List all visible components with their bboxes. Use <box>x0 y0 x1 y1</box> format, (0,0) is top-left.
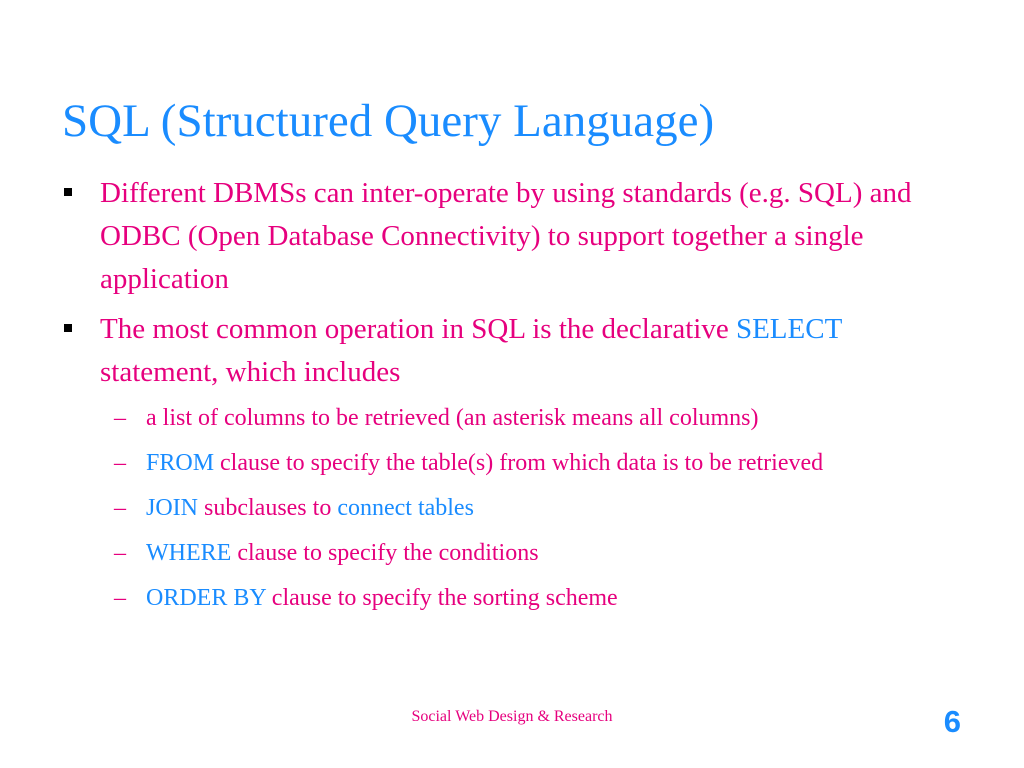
sql-keyword: ORDER BY <box>146 585 266 611</box>
sub-bullet-item <box>58 401 958 435</box>
dash-bullet-icon: – <box>114 540 126 566</box>
slide-title: SQL (Structured Query Language) <box>62 95 715 147</box>
highlighted-phrase: connect tables <box>337 495 474 521</box>
sql-keyword: WHERE <box>146 540 232 566</box>
sub-bullet-text: clause to specify the conditions <box>231 540 539 566</box>
sql-keyword: FROM <box>146 450 215 476</box>
bullet-item <box>58 172 958 301</box>
sub-bullet-text: clause to specify the table(s) from which data is to be retrieved <box>214 450 824 476</box>
slide-footer: Social Web Design & Research <box>411 708 613 725</box>
square-bullet-icon <box>64 324 72 332</box>
sub-bullet-item <box>58 446 958 480</box>
sub-bullet-text: a list of columns to be retrieved (an asterisk means all columns) <box>146 405 759 431</box>
dash-bullet-icon: – <box>114 450 126 476</box>
dash-bullet-icon: – <box>114 495 126 521</box>
sub-bullet-text: clause to specify the sorting scheme <box>265 585 618 611</box>
sub-bullet-text: subclauses to <box>198 495 338 521</box>
sub-bullet-list <box>58 401 958 615</box>
square-bullet-icon <box>64 188 72 196</box>
sub-bullet-item <box>58 491 958 525</box>
bullet-item <box>58 308 958 394</box>
bullet-text: The most common operation in SQL is the declarative <box>100 313 736 345</box>
dash-bullet-icon: – <box>114 585 126 611</box>
sql-keyword: JOIN <box>146 495 198 521</box>
sub-bullet-item <box>58 536 958 570</box>
bullet-list <box>58 172 958 626</box>
bullet-text: statement, which includes <box>100 356 401 388</box>
sub-bullet-item <box>58 581 958 615</box>
page-number: 6 <box>943 704 961 739</box>
dash-bullet-icon: – <box>114 405 126 431</box>
sql-keyword: SELECT <box>735 313 842 345</box>
bullet-text: Different DBMSs can inter-operate by using standards (e.g. SQL) and ODBC (Open Database Connectivity) to support together a single application <box>100 177 912 295</box>
